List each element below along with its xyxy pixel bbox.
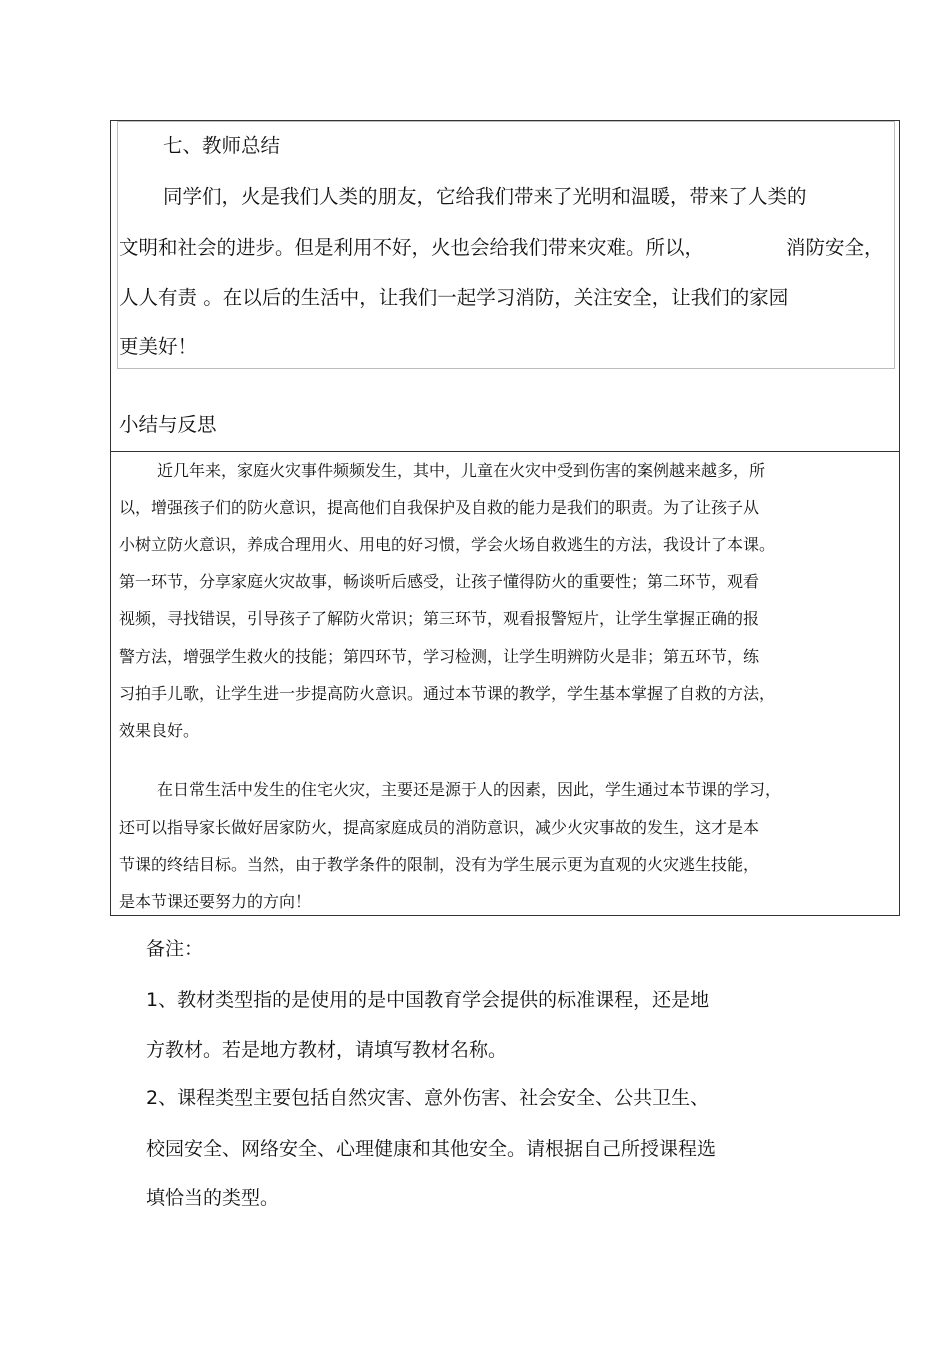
note-line: 1、教材类型指的是使用的是中国教育学会提供的标准课程，还是地 <box>146 989 710 1011</box>
notes-heading: 备注： <box>146 938 204 960</box>
note-line: 填恰当的类型。 <box>146 1187 280 1209</box>
reflection-heading: 小结与反思 <box>119 413 217 436</box>
reflection-line: 在日常生活中发生的住宅火灾，主要还是源于人的因素，因此，学生通过本节课的学习， <box>157 780 782 799</box>
reflection-line: 以，增强孩子们的防火意识，提高他们自我保护及自救的能力是我们的职责。为了让孩子从 <box>119 498 760 517</box>
summary-line: 人人有责 。在以后的生活中，让我们一起学习消防，关注安全，让我们的家园 <box>119 286 789 309</box>
teacher-summary-heading: 七、教师总结 <box>163 134 281 157</box>
summary-line: 文明和社会的进步。但是利用不好，火也会给我们带来灾难。所以， <box>119 236 705 259</box>
reflection-line: 效果良好。 <box>119 721 200 740</box>
reflection-line: 近几年来，家庭火灾事件频频发生，其中，儿童在火灾中受到伤害的案例越来越多，所 <box>157 461 766 480</box>
reflection-line: 习拍手儿歌，让学生进一步提高防火意识。通过本节课的教学，学生基本掌握了自救的方法， <box>119 684 776 703</box>
reflection-line: 第一环节，分享家庭火灾故事，畅谈听后感受，让孩子懂得防火的重要性；第二环节，观看 <box>119 572 760 591</box>
reflection-line: 是本节课还要努力的方向！ <box>119 892 312 911</box>
reflection-line: 警方法，增强学生救火的技能；第四环节，学习检测，让学生明辨防火是非；第五环节，练 <box>119 647 760 666</box>
reflection-line: 视频，寻找错误，引导孩子了解防火常识；第三环节，观看报警短片，让学生掌握正确的报 <box>119 609 760 628</box>
summary-line: 同学们，火是我们人类的朋友，它给我们带来了光明和温暖，带来了人类的 <box>163 185 807 208</box>
note-line: 方教材。若是地方教材，请填写教材名称。 <box>146 1039 508 1061</box>
note-line: 校园安全、网络安全、心理健康和其他安全。请根据自己所授课程选 <box>146 1138 717 1160</box>
table-divider <box>111 451 899 452</box>
reflection-line: 还可以指导家长做好居家防火，提高家庭成员的消防意识，减少火灾事故的发生，这才是本 <box>119 818 760 837</box>
summary-line: 消防安全， <box>786 236 884 259</box>
reflection-line: 节课的终结目标。当然，由于教学条件的限制，没有为学生展示更为直观的火灾逃生技能， <box>119 855 760 874</box>
note-line: 2、课程类型主要包括自然灾害、意外伤害、社会安全、公共卫生、 <box>146 1087 710 1109</box>
reflection-line: 小树立防火意识，养成合理用火、用电的好习惯，学会火场自救逃生的方法，我设计了本课。 <box>119 535 776 554</box>
summary-line: 更美好！ <box>119 335 198 358</box>
